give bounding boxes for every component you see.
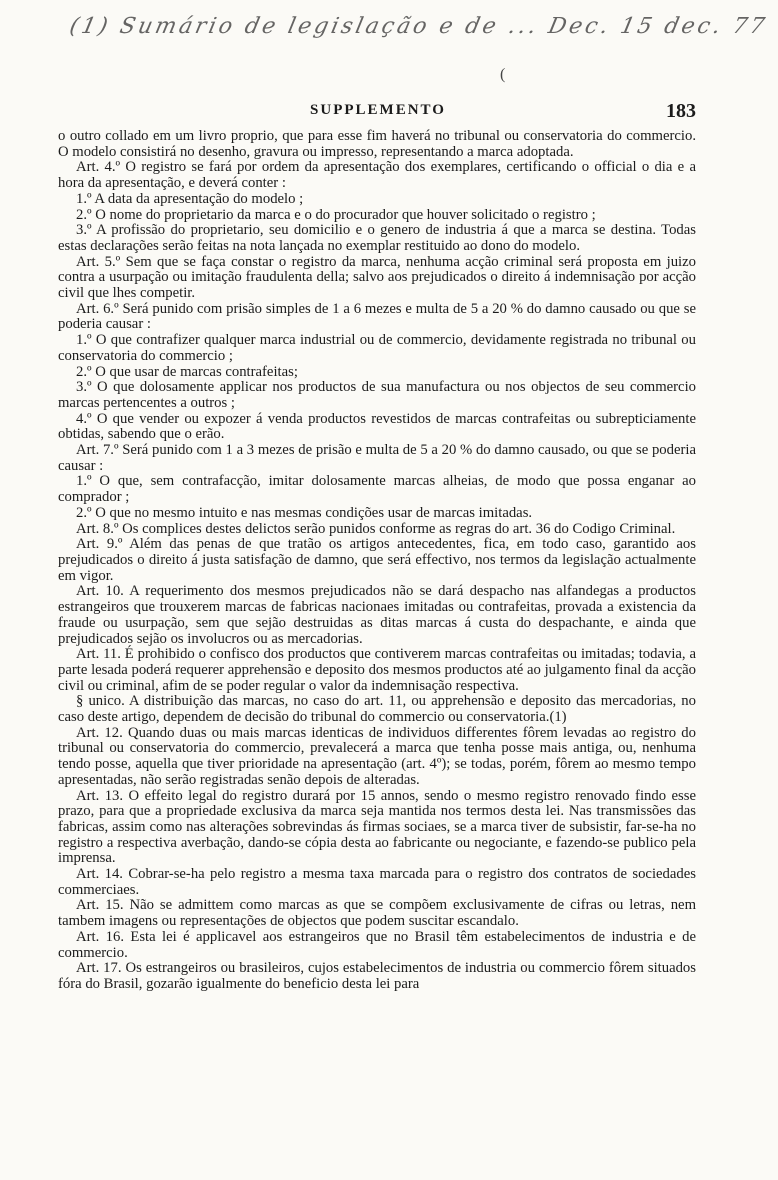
paragraph: 3.º A profissão do proprietario, seu domicilio e o genero de industria á que a marca se destina. Todas estas declarações serão feitas na nota lançada no exemplar restituido ao dono do modelo. — [58, 222, 696, 254]
paragraph: Art. 4.º O registro se fará por ordem da apresentação dos exemplares, certificando o official o dia e a hora da apresentação, e deverá conter : — [58, 159, 696, 192]
page-body — [58, 129, 696, 993]
paragraph: o outro collado em um livro proprio, que para esse fim haverá no tribunal ou conservatoria do commercio. O modelo consistirá no desenho, gravura ou impresso, representando a marca adoptada. — [58, 128, 696, 160]
paragraph: Art. 14. Cobrar-se-ha pelo registro a mesma taxa marcada para o registro dos contratos de sociedades commerciaes. — [58, 866, 696, 898]
paragraph: 1.º A data da apresentação do modelo ; — [76, 190, 304, 207]
paragraph: Art. 13. O effeito legal do registro durará por 15 annos, sendo o mesmo registro renovado findo esse prazo, para que a propriedade exclusiva da marca seja mantida nos termos desta lei. Nas transmissões das fabricas, assim como nas alterações sobrevindas ás firmas sociaes, se a marca tiver de subsistir, far-se-ha no registro a respectiva averbação, dando-se cópia desta ao fabricante ou negociante, e fazendo-se publico pela imprensa. — [58, 787, 696, 867]
paragraph: Art. 10. A requerimento dos mesmos prejudicados não se dará despacho nas alfandegas a productos estrangeiros que trouxerem marcas de fabricas nacionaes imitadas ou contrafeitas, provada a existencia da fraude ou usurpação, sem que sejão destruidas as ditas marcas á custa do despachante, e ainda que prejudicados sejão os involucros ou as mercadorias. — [58, 583, 696, 647]
paragraph: 2.º O nome do proprietario da marca e o do procurador que houver solicitado o registro ; — [76, 206, 596, 223]
paragraph: Art. 12. Quando duas ou mais marcas identicas de individuos differentes fôrem levadas ao registro do tribunal ou conservatoria do commercio, prevalecerá a marca que tenha posse mais antiga, ou, nenhuma tendo posse, aquella que tiver prioridade na apresentação (art. 4º); se todas, porém, fôrem ao mesmo tempo apresentadas, não serão registradas senão depois de alteradas. — [58, 724, 696, 788]
handwritten-annotation: (1) Sumário de legislação e de ... Dec. 15 dec. 77 — [67, 14, 770, 39]
handwritten-mark: ( — [500, 66, 506, 83]
paragraph: Art. 17. Os estrangeiros ou brasileiros, cujos estabelecimentos de industria ou commercio fôrem situados fóra do Brasil, gozarão igualmente do beneficio desta lei para — [58, 960, 696, 992]
paragraph: 2.º O que no mesmo intuito e nas mesmas condições usar de marcas imitadas. — [76, 504, 533, 521]
paragraph: 3.º O que dolosamente applicar nos productos de sua manufactura ou nos objectos de seu commercio marcas pertencentes a outros ; — [58, 379, 696, 411]
paragraph: Art. 11. É prohibido o confisco dos productos que contiverem marcas contrafeitas ou imitadas; todavia, a parte lesada poderá requerer apprehensão e deposito dos mesmos productos até ao julgamento final da acção civil ou criminal, afim de se poder regular o valor da indemnisação respectiva. — [58, 646, 696, 694]
paragraph: Art. 5.º Sem que se faça constar o registro da marca, nenhuma acção criminal será proposta em juizo contra a usurpação ou imitação fraudulenta della; salvo aos prejudicados o direito á indemnisação por acção civil que lhes competir. — [58, 253, 696, 302]
paragraph: 1.º O que contrafizer qualquer marca industrial ou de commercio, devidamente registrada no tribunal ou conservatoria do commercio ; — [58, 332, 696, 364]
running-title: SUPPLEMENTO — [310, 102, 446, 118]
page-header — [60, 100, 696, 126]
paragraph: 4.º O que vender ou expozer á venda productos revestidos de marcas contrafeitas ou subrepticiamente obtidas, sabendo que o erão. — [58, 410, 696, 443]
paragraph: 1.º O que, sem contrafacção, imitar dolosamente marcas alheias, de modo que possa enganar ao comprador ; — [58, 473, 696, 506]
paragraph: Art. 7.º Será punido com 1 a 3 mezes de prisão e multa de 5 a 20 % do damno causado, ou que se poderia causar : — [58, 442, 696, 474]
paragraph: 2.º O que usar de marcas contrafeitas; — [76, 363, 298, 380]
paragraph: Art. 15. Não se admittem como marcas as que se compõem exclusivamente de cifras ou letras, nem tambem imagens ou representações de objectos que podem suscitar escandalo. — [58, 897, 696, 930]
paragraph: Art. 6.º Será punido com prisão simples de 1 a 6 mezes e multa de 5 a 20 % do damno causado ou que se poderia causar : — [58, 300, 696, 333]
paragraph: Art. 8.º Os complices destes delictos serão punidos conforme as regras do art. 36 do Codigo Criminal. — [76, 520, 676, 537]
page-number: 183 — [666, 100, 696, 122]
paragraph: Art. 9.º Além das penas de que tratão os artigos antecedentes, fica, em todo caso, garantido aos prejudicados o direito á justa satisfação de damno, que será effectivo, nos termos da legislação actualmente em vigor. — [58, 536, 696, 584]
paragraph: § unico. A distribuição das marcas, no caso do art. 11, ou apprehensão e deposito das mercadorias, no caso deste artigo, dependem de decisão do tribunal do commercio ou conservatoria.(1) — [58, 693, 696, 726]
paragraph: Art. 16. Esta lei é applicavel aos estrangeiros que no Brasil têm estabelecimentos de industria e de commercio. — [58, 928, 696, 961]
